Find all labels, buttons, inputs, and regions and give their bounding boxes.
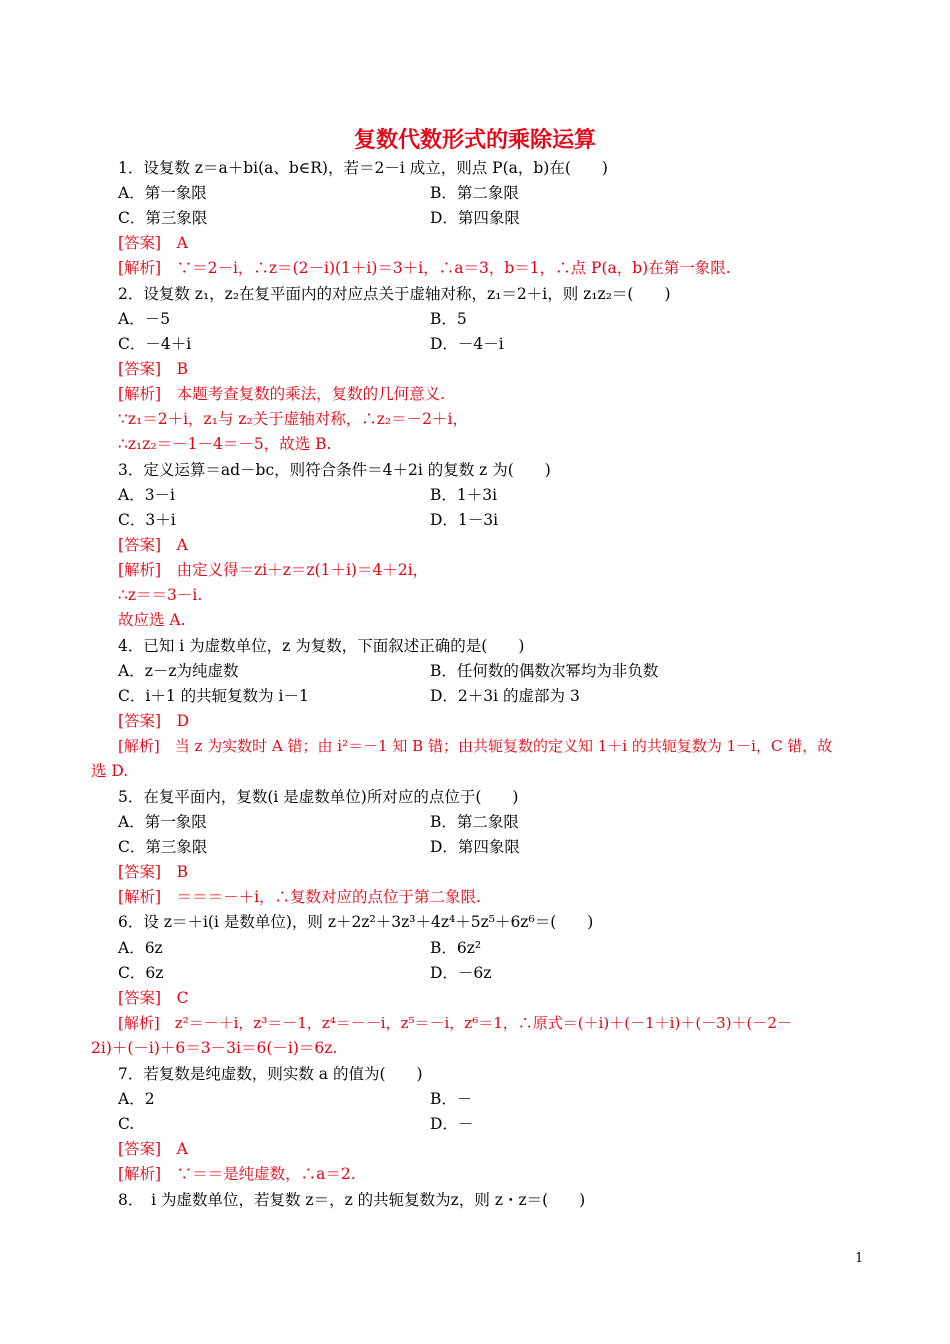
q4-answer: [答案] D — [118, 712, 190, 730]
question-8: 8． i 为虚数单位，若复数 z＝，z 的共轭复数为z，则 z・z＝( ) — [118, 1191, 586, 1209]
q4-option-c: C．i＋1 的共轭复数为 i－1 — [118, 687, 309, 705]
q7-option-a: A．2 — [118, 1090, 155, 1108]
q5-answer: [答案] B — [118, 863, 188, 881]
q6-explanation-2: 2i)＋(－i)＋6＝3－3i＝6(－i)＝6z. — [91, 1039, 338, 1057]
q7-option-d: D．－ — [430, 1115, 474, 1133]
q7-answer: [答案] A — [118, 1140, 188, 1158]
q7-option-b: B．－ — [430, 1090, 473, 1108]
q1-option-b: B．第二象限 — [430, 184, 519, 202]
q3-explanation-2: ∴z＝＝3－i. — [118, 586, 203, 604]
q1-option-d: D．第四象限 — [430, 209, 520, 227]
q1-option-c: C．第三象限 — [118, 209, 208, 227]
q5-option-a: A．第一象限 — [118, 813, 207, 831]
question-6: 6．设 z＝＋i(i 是数单位)，则 z＋2z²＋3z³＋4z⁴＋5z⁵＋6z⁶＝( ) — [118, 913, 594, 931]
q6-option-d: D．－6z — [430, 964, 492, 982]
q3-option-d: D．1－3i — [430, 511, 499, 529]
q5-option-b: B．第二象限 — [430, 813, 519, 831]
q3-explanation-1: [解析] 由定义得＝zi＋z＝z(1＋i)＝4＋2i， — [118, 561, 429, 579]
q6-explanation-1: [解析] z²＝－＋i，z³＝－1，z⁴＝－－i，z⁵＝－i，z⁶＝1，∴原式＝(＋i)＋(－1＋i)＋(－3)＋(－2－ — [118, 1014, 792, 1032]
q7-explanation: [解析] ∵＝＝是纯虚数，∴a＝2. — [118, 1165, 356, 1183]
q7-option-c: C. — [118, 1115, 135, 1133]
q3-option-c: C．3＋i — [118, 511, 176, 529]
q3-option-a: A．3－i — [118, 486, 176, 504]
q5-option-d: D．第四象限 — [430, 838, 520, 856]
q4-option-a: A．z－z为纯虚数 — [118, 662, 239, 680]
q4-explanation-1: [解析] 当 z 为实数时 A 错；由 i²＝－1 知 B 错；由共轭复数的定义知 1＋i 的共轭复数为 1－i，C 错，故 — [118, 737, 833, 755]
question-7: 7．若复数是纯虚数，则实数 a 的值为( ) — [118, 1065, 423, 1083]
q4-option-b: B．任何数的偶数次幂均为非负数 — [430, 662, 659, 680]
q4-explanation-2: 选 D. — [91, 762, 129, 780]
question-3: 3．定义运算＝ad－bc，则符合条件＝4＋2i 的复数 z 为( ) — [118, 461, 551, 479]
q5-option-c: C．第三象限 — [118, 838, 208, 856]
q6-option-b: B．6z² — [430, 939, 482, 957]
q2-option-c: C．－4＋i — [118, 335, 192, 353]
question-5: 5．在复平面内，复数(i 是虚数单位)所对应的点位于( ) — [118, 788, 519, 806]
q3-option-b: B．1＋3i — [430, 486, 498, 504]
page-title: 复数代数形式的乘除运算 — [353, 127, 596, 153]
question-4: 4．已知 i 为虚数单位，z 为复数，下面叙述正确的是( ) — [118, 637, 525, 655]
q2-explanation-3: ∴z₁z₂＝－1－4＝－5，故选 B. — [118, 435, 332, 453]
q6-answer: [答案] C — [118, 989, 189, 1007]
question-1: 1．设复数 z＝a＋bi(a、b∈R)，若＝2－i 成立，则点 P(a，b)在( ) — [118, 159, 608, 177]
q3-answer: [答案] A — [118, 536, 188, 554]
q5-explanation: [解析] ＝＝＝－＋i，∴复数对应的点位于第二象限. — [118, 888, 481, 906]
q1-explanation: [解析] ∵＝2－i，∴z＝(2－i)(1＋i)＝3＋i，∴a＝3，b＝1，∴点 P(a，b)在第一象限. — [118, 259, 731, 277]
q6-option-c: C．6z — [118, 964, 164, 982]
page-number: 1 — [855, 1251, 864, 1266]
q2-explanation-2: ∵z₁＝2＋i，z₁与 z₂关于虚轴对称，∴z₂＝－2＋i， — [118, 410, 468, 428]
question-2: 2．设复数 z₁，z₂在复平面内的对应点关于虚轴对称，z₁＝2＋i，则 z₁z₂＝( ) — [118, 285, 671, 303]
q2-option-a: A．－5 — [118, 310, 171, 328]
q1-answer: [答案] A — [118, 234, 188, 252]
q2-option-b: B．5 — [430, 310, 467, 328]
q2-option-d: D．－4－i — [430, 335, 504, 353]
q2-answer: [答案] B — [118, 360, 188, 378]
q2-explanation-1: [解析] 本题考查复数的乘法，复数的几何意义. — [118, 385, 446, 403]
q6-option-a: A．6z — [118, 939, 163, 957]
q4-option-d: D．2＋3i 的虚部为 3 — [430, 687, 580, 705]
q3-explanation-3: 故应选 A. — [118, 611, 186, 629]
q1-option-a: A．第一象限 — [118, 184, 207, 202]
